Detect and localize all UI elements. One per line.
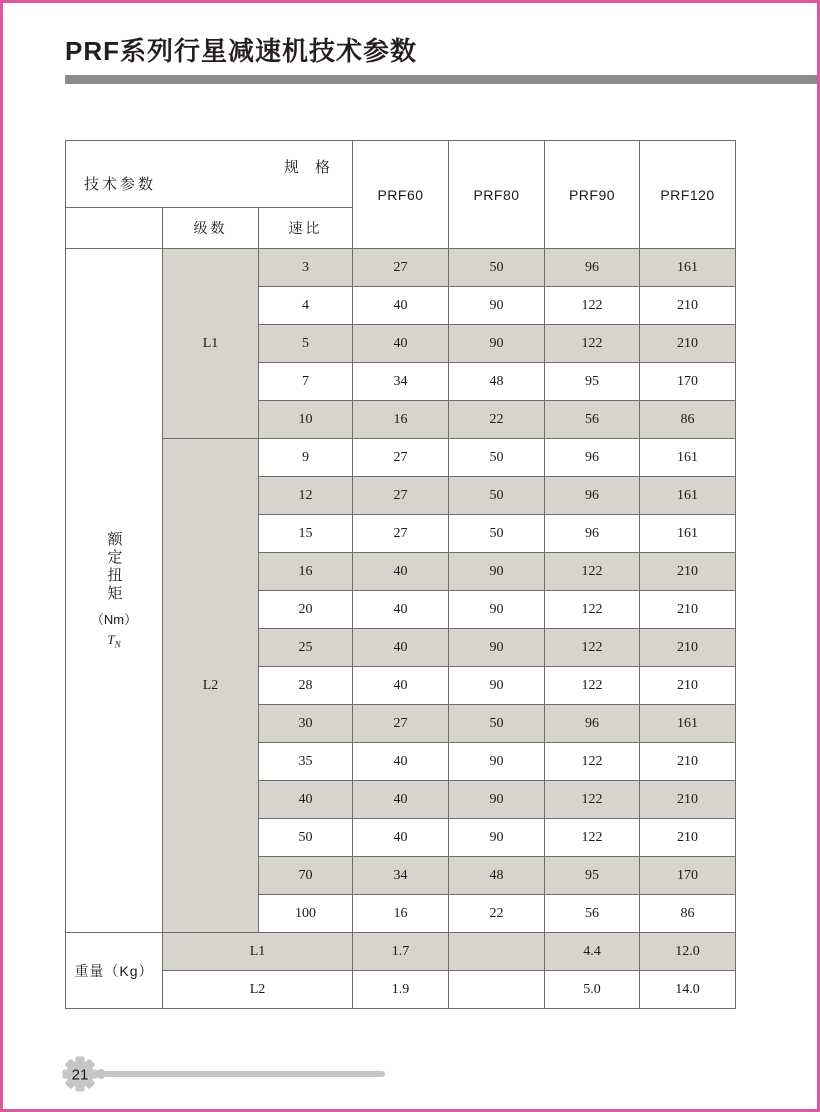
value-cell: 34	[353, 363, 449, 401]
weight-value-cell: 5.0	[545, 971, 640, 1009]
column-header-prf60: PRF60	[353, 141, 449, 249]
value-cell: 96	[545, 705, 640, 743]
value-cell: 50	[449, 249, 545, 287]
ratio-cell: 15	[259, 515, 353, 553]
value-cell: 16	[353, 401, 449, 439]
value-cell: 170	[640, 857, 736, 895]
value-cell: 48	[449, 363, 545, 401]
value-cell: 122	[545, 553, 640, 591]
value-cell: 210	[640, 553, 736, 591]
value-cell: 40	[353, 781, 449, 819]
value-cell: 34	[353, 857, 449, 895]
value-cell: 90	[449, 287, 545, 325]
value-cell: 96	[545, 439, 640, 477]
torque-unit-label: （Nm）	[90, 612, 138, 628]
table-row	[66, 249, 736, 287]
value-cell: 40	[353, 325, 449, 363]
spec-table	[65, 140, 736, 1009]
value-cell: 50	[449, 439, 545, 477]
weight-stage-cell: L2	[163, 971, 353, 1009]
value-cell: 27	[353, 477, 449, 515]
torque-vertical-label: 额定扭矩	[105, 531, 123, 604]
value-cell: 122	[545, 819, 640, 857]
weight-value-cell: 1.7	[353, 933, 449, 971]
value-cell: 210	[640, 819, 736, 857]
corner-label-spec: 规 格	[283, 159, 337, 176]
weight-value-cell: 14.0	[640, 971, 736, 1009]
column-header-prf90: PRF90	[545, 141, 640, 249]
value-cell: 90	[449, 781, 545, 819]
ratio-cell: 50	[259, 819, 353, 857]
stage-cell-l2: L2	[163, 439, 259, 933]
column-header-prf120: PRF120	[640, 141, 736, 249]
value-cell: 122	[545, 629, 640, 667]
value-cell: 50	[449, 477, 545, 515]
ratio-cell: 40	[259, 781, 353, 819]
value-cell: 90	[449, 553, 545, 591]
value-cell: 210	[640, 591, 736, 629]
ratio-cell: 10	[259, 401, 353, 439]
value-cell: 90	[449, 591, 545, 629]
ratio-cell: 25	[259, 629, 353, 667]
value-cell: 40	[353, 287, 449, 325]
value-cell: 86	[640, 895, 736, 933]
weight-value-cell	[449, 971, 545, 1009]
value-cell: 96	[545, 249, 640, 287]
ratio-cell: 12	[259, 477, 353, 515]
value-cell: 90	[449, 819, 545, 857]
weight-value-cell: 1.9	[353, 971, 449, 1009]
value-cell: 27	[353, 439, 449, 477]
ratio-cell: 16	[259, 553, 353, 591]
ratio-cell: 5	[259, 325, 353, 363]
value-cell: 50	[449, 705, 545, 743]
weight-stage-cell: L1	[163, 933, 353, 971]
ratio-cell: 35	[259, 743, 353, 781]
page-title: PRF系列行星减速机技术参数	[65, 36, 418, 66]
header-row-1	[66, 141, 736, 208]
value-cell: 122	[545, 325, 640, 363]
weight-row-l1	[66, 933, 736, 971]
value-cell: 161	[640, 249, 736, 287]
value-cell: 50	[449, 515, 545, 553]
value-cell: 27	[353, 705, 449, 743]
weight-value-cell: 12.0	[640, 933, 736, 971]
value-cell: 122	[545, 287, 640, 325]
value-cell: 210	[640, 325, 736, 363]
weight-label-cell: 重量（Kg）	[66, 933, 163, 1009]
footer-rule-line	[103, 1071, 385, 1077]
value-cell: 27	[353, 515, 449, 553]
ratio-cell: 28	[259, 667, 353, 705]
value-cell: 210	[640, 667, 736, 705]
ratio-cell: 30	[259, 705, 353, 743]
value-cell: 56	[545, 895, 640, 933]
ratio-cell: 20	[259, 591, 353, 629]
value-cell: 48	[449, 857, 545, 895]
value-cell: 161	[640, 477, 736, 515]
value-cell: 170	[640, 363, 736, 401]
stage-cell-l1: L1	[163, 249, 259, 439]
value-cell: 210	[640, 287, 736, 325]
ratio-cell: 7	[259, 363, 353, 401]
value-cell: 210	[640, 629, 736, 667]
value-cell: 27	[353, 249, 449, 287]
empty-header-cell	[66, 208, 163, 249]
value-cell: 95	[545, 363, 640, 401]
value-cell: 122	[545, 781, 640, 819]
ratio-cell: 70	[259, 857, 353, 895]
value-cell: 161	[640, 515, 736, 553]
value-cell: 90	[449, 743, 545, 781]
value-cell: 122	[545, 591, 640, 629]
value-cell: 40	[353, 819, 449, 857]
subheader-ratio: 速比	[259, 208, 353, 249]
value-cell: 22	[449, 401, 545, 439]
value-cell: 40	[353, 553, 449, 591]
subheader-stage: 级数	[163, 208, 259, 249]
page-number-gear-icon	[60, 1054, 100, 1094]
torque-symbol: $T_N$	[107, 632, 121, 650]
ratio-cell: 3	[259, 249, 353, 287]
value-cell: 40	[353, 667, 449, 705]
value-cell: 40	[353, 743, 449, 781]
value-cell: 90	[449, 629, 545, 667]
weight-value-cell: 4.4	[545, 933, 640, 971]
weight-value-cell	[449, 933, 545, 971]
page-number: 21	[71, 1066, 89, 1084]
value-cell: 16	[353, 895, 449, 933]
value-cell: 90	[449, 325, 545, 363]
title-underline-bar	[65, 75, 817, 84]
value-cell: 86	[640, 401, 736, 439]
value-cell: 161	[640, 439, 736, 477]
value-cell: 122	[545, 743, 640, 781]
value-cell: 90	[449, 667, 545, 705]
value-cell: 40	[353, 629, 449, 667]
value-cell: 210	[640, 781, 736, 819]
value-cell: 22	[449, 895, 545, 933]
corner-cell	[66, 141, 353, 208]
corner-label-params: 技术参数	[84, 176, 157, 193]
weight-row-l2	[66, 971, 736, 1009]
table-row	[66, 439, 736, 477]
value-cell: 95	[545, 857, 640, 895]
value-cell: 40	[353, 591, 449, 629]
column-header-prf80: PRF80	[449, 141, 545, 249]
value-cell: 96	[545, 477, 640, 515]
ratio-cell: 9	[259, 439, 353, 477]
ratio-cell: 100	[259, 895, 353, 933]
value-cell: 122	[545, 667, 640, 705]
value-cell: 56	[545, 401, 640, 439]
value-cell: 96	[545, 515, 640, 553]
value-cell: 161	[640, 705, 736, 743]
value-cell: 210	[640, 743, 736, 781]
ratio-cell: 4	[259, 287, 353, 325]
torque-label-cell	[66, 249, 163, 933]
